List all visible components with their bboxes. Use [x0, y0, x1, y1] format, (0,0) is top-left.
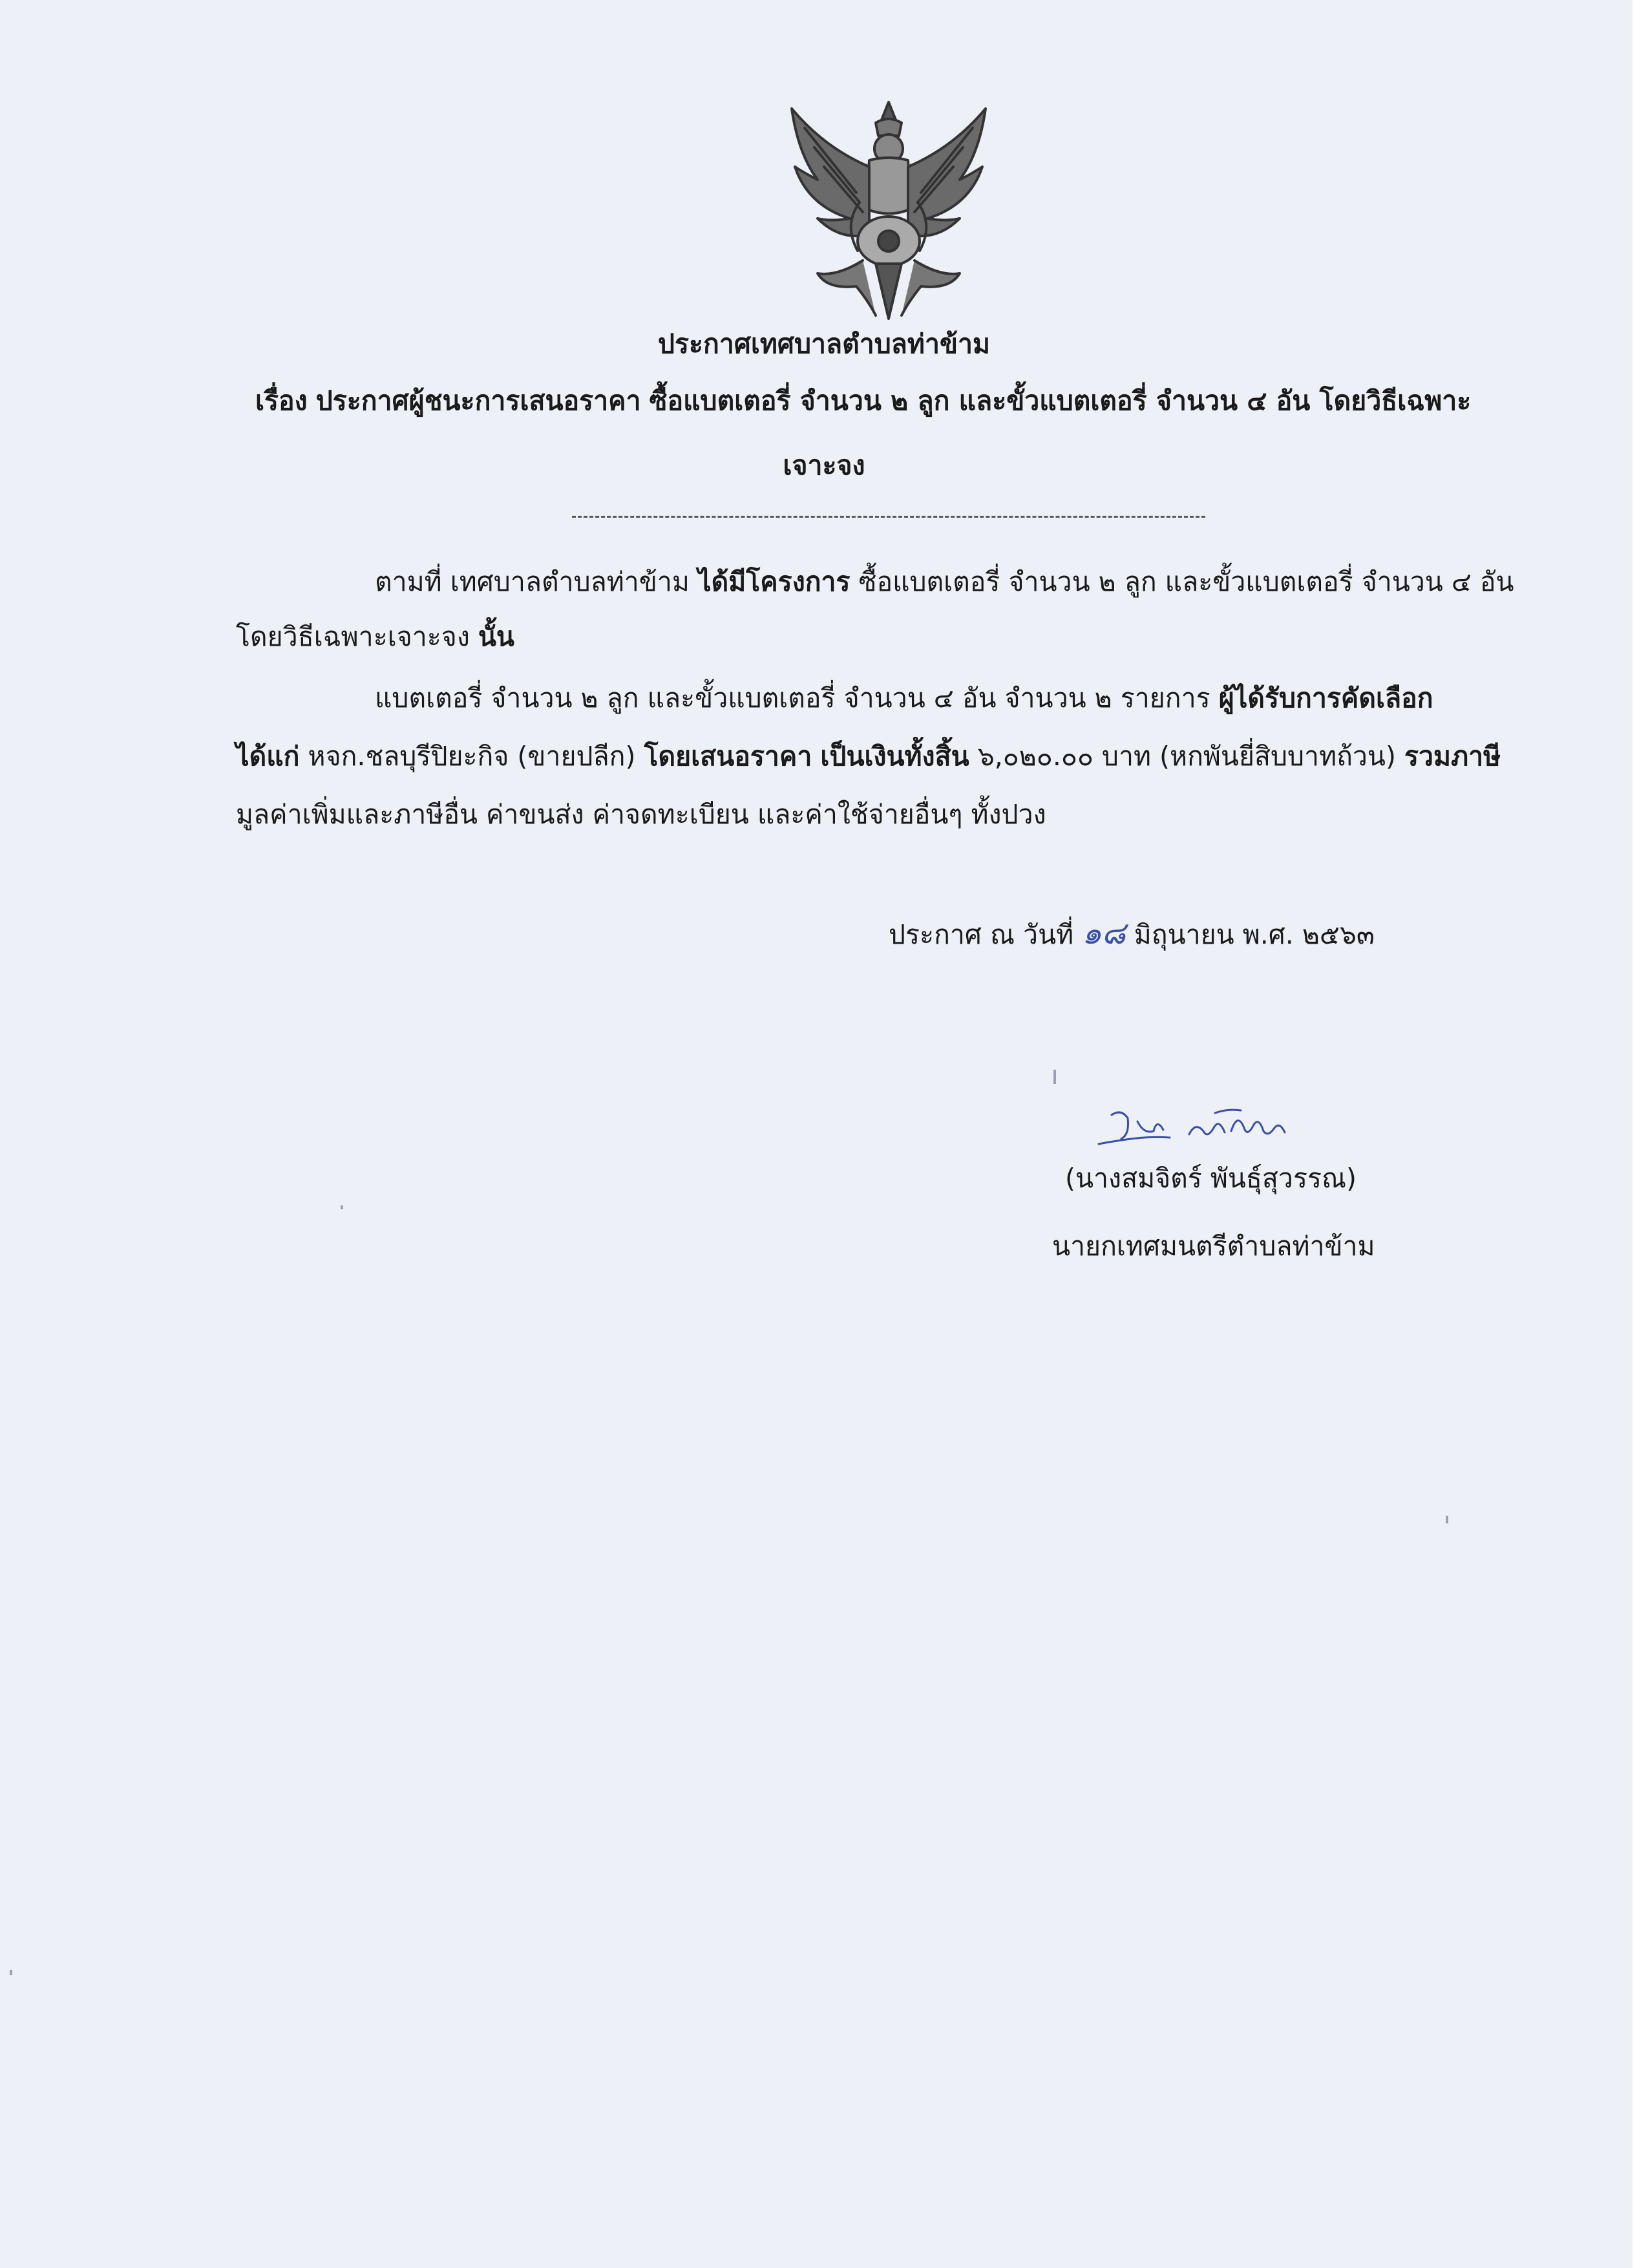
paragraph-2-line-1 — [375, 685, 1433, 712]
announcement-title: ประกาศเทศบาลตำบลท่าข้าม — [657, 328, 991, 359]
p2-text-g: ๖,๐๒๐.๐๐ บาท (หกพันยี่สิบบาทถ้วน) — [977, 741, 1396, 772]
subject-rest: ซื้อแบตเตอรี่ จำนวน ๒ ลูก และขั้วแบตเตอรี่ จำนวน ๔ อัน โดยวิธีเฉพาะ — [649, 385, 1472, 416]
p2-text-h: รวมภาษี — [1404, 741, 1501, 772]
subject-bold: ประกาศผู้ชนะการเสนอราคา — [315, 385, 641, 416]
p2-text-b: ผู้ได้รับการคัดเลือก — [1218, 683, 1433, 714]
scan-mark — [341, 1205, 343, 1209]
divider — [572, 516, 1205, 518]
p1-text-d: โดยวิธีเฉพาะเจาะจง — [236, 621, 470, 652]
paragraph-2-line-3: มูลค่าเพิ่มและภาษีอื่น ค่าขนส่ง ค่าจดทะเบียน และค่าใช้จ่ายอื่นๆ ทั้งปวง — [236, 799, 1046, 830]
scan-mark — [1053, 1070, 1056, 1084]
dateline-prefix: ประกาศ ณ วันที่ — [889, 919, 1074, 950]
subject-line — [255, 385, 1472, 416]
signatory-position: นายกเทศมนตรีตำบลท่าข้าม — [1052, 1231, 1375, 1262]
subject-label: เรื่อง — [255, 385, 308, 416]
p2-text-d: หจก.ชลบุรีปิยะกิจ (ขายปลีก) — [308, 741, 636, 772]
p1-text-b: ได้มีโครงการ — [697, 566, 850, 597]
p2-text-e: โดยเสนอราคา — [644, 741, 812, 772]
p1-text-c: ซื้อแบตเตอรี่ จำนวน ๒ ลูก และขั้วแบตเตอรี่ จำนวน ๔ อัน — [858, 566, 1514, 597]
p1-text-e: นั้น — [478, 621, 514, 652]
p2-text-f: เป็นเงินทั้งสิ้น — [820, 741, 969, 772]
subject-continuation: เจาะจง — [783, 450, 865, 481]
scan-mark — [1446, 1516, 1448, 1523]
dateline — [889, 915, 1375, 951]
paragraph-2-line-2 — [236, 743, 1501, 770]
p1-text-a: ตามที่ เทศบาลตำบลท่าข้าม — [375, 566, 690, 597]
scan-mark — [10, 1970, 12, 1975]
p2-text-c: ได้แก่ — [236, 741, 300, 772]
garuda-emblem-icon — [779, 96, 998, 322]
dateline-suffix: มิถุนายน พ.ศ. ๒๕๖๓ — [1134, 919, 1375, 950]
dateline-day: ๑๘ — [1082, 915, 1126, 951]
signatory-name: (นางสมจิตร์ พันธุ์สุวรรณ) — [1065, 1163, 1357, 1194]
p2-text-a: แบตเตอรี่ จำนวน ๒ ลูก และขั้วแบตเตอรี่ จำนวน ๔ อัน จำนวน ๒ รายการ — [375, 683, 1210, 714]
paragraph-1-line-2 — [236, 621, 514, 652]
paragraph-1-line-1 — [375, 566, 1514, 597]
signature-icon — [1092, 1099, 1312, 1157]
